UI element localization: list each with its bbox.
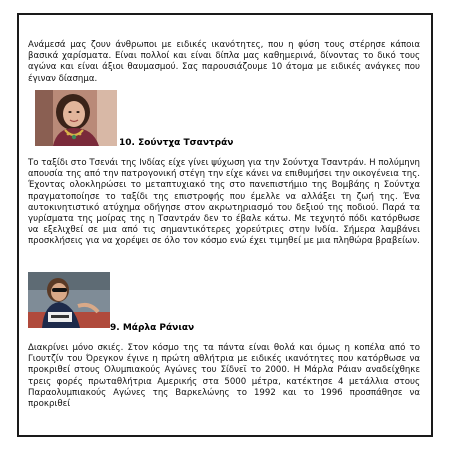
section-paragraph: Διακρίνει μόνο σκιές. Στον κόσμο της τα πάντα είναι θολά και όμως η κοπέλα από το Γιουτζίν του Όρεγκον έγινε η πρώτη αθλήτρια με ειδικές ικανότητες που κατόρθωσε να προκριθεί στους Ολυμπιακούς Αγώνες του Σίδνεϊ το 2000. Η Μάρλα Ράιαν αναδείχθηκε τρεις φορές πρωταθλήτρια Αμερικής στα 5000 μέτρα, κατέκτησε 4 μετάλλια στους Παραολυμπιακούς Αγώνες της Βαρκελώνης το 1992 και το 1996 προσπάθησε να προκριθεί [28, 343, 420, 410]
sudha-chandran-photo [35, 90, 117, 146]
section-heading: 9. Μάρλα Ράνιαν [110, 323, 195, 333]
intro-paragraph: Ανάμεσά μας ζουν άνθρωποι με ειδικές ικανότητες, που η φύση τους στέρησε κάποια βασικά χαρίσματα. Είναι πολλοί και είναι δίπλα μας καθημερινά, δίνοντας το δικό τους αγώνα και είναι άξιοι θαυμασμού. Σας παρουσιάζουμε 10 άτομα με ειδικές ανάγκες που έγιναν δίασημα. [28, 40, 420, 84]
marla-runyan-photo [28, 272, 110, 328]
section-paragraph: Το ταξίδι στο Τσενάι της Ινδίας είχε γίνει ψύχωση για την Σούντχα Τσαντράν. Η πολύμηνη απουσία της από την πατρογονική στέγη την είχε κάνει να επιθυμήσει την οικογένεια της. Έχοντας ολοκληρώσει το μεταπτυχιακό της στο πανεπιστήμιο της Βομβάης η Σούντχα πραγματοποίησε το ταξίδι της επιστροφής που έμελλε να αλλάξει τη ζωή της. Ένα αυτοκινητιστικό ατύχημα οδήγησε στον ακρωτηριασμό του δεξιού της ποδιού. Παρά τα γυρίσματα της μοίρας της η Τσαντράν δεν το έβαλε κάτω. Με τεχνητό πόδι κατόρθωσε να εξελιχθεί σε μια από τις σημαντικότερες χορεύτριες στην Ινδία. Σήμερα λαμβάνει προσκλήσεις για να χορέψει σε όλο τον κόσμο ενώ έχει τιμηθεί με μια πληθώρα βραβείων. [28, 158, 420, 247]
section-heading: 10. Σούντχα Τσαντράν [119, 138, 234, 148]
